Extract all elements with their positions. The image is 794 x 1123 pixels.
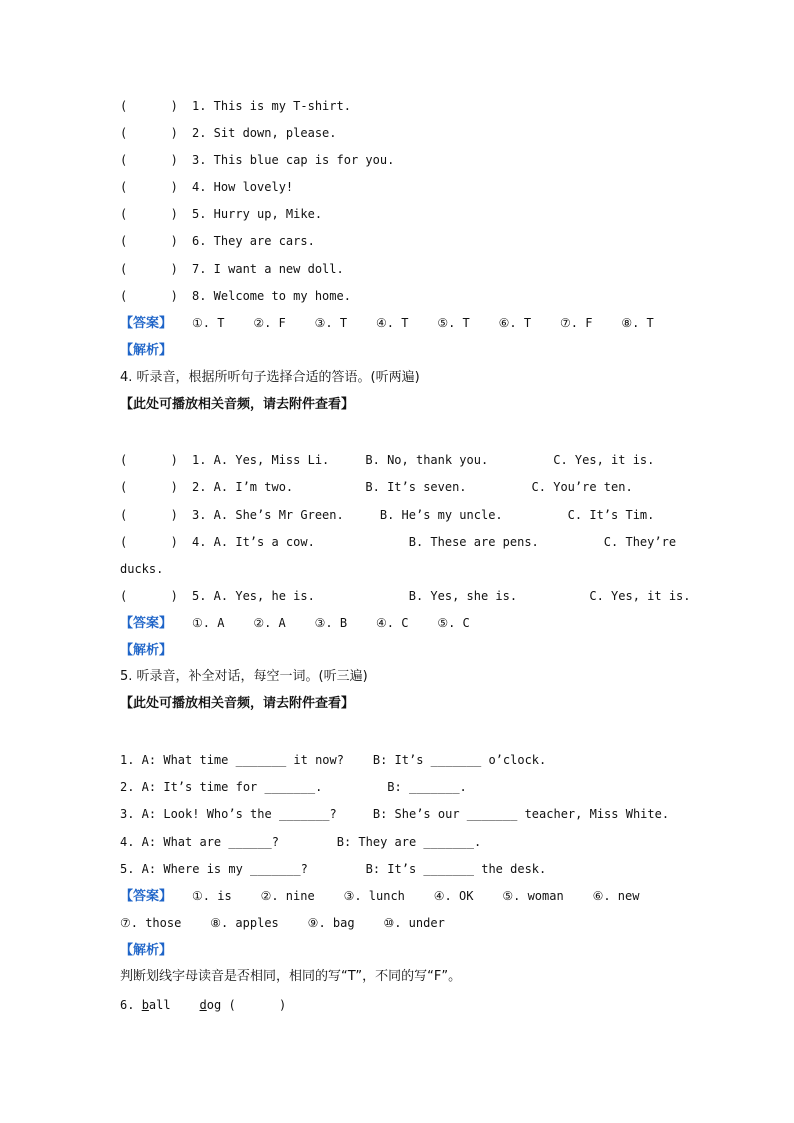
s3-item-2: ( ) 2. Sit down, please. [120, 126, 337, 140]
s3-item-6: ( ) 6. They are cars. [120, 234, 315, 248]
s3-item-3: ( ) 3. This blue cap is for you. [120, 153, 395, 167]
answer-tag: 【答案】 [120, 316, 173, 331]
s4-item-5: ( ) 5. A. Yes, he is. B. Yes, she is. C. Yes, it is. [120, 589, 691, 603]
answer-tag: 【答案】 [120, 889, 173, 904]
s3-item-5: ( ) 5. Hurry up, Mike. [120, 207, 323, 221]
answer-values: ①. T ②. F ③. T ④. T ⑤. T ⑥. T ⑦. F ⑧. T [192, 316, 654, 330]
s3-item-4: ( ) 4. How lovely! [120, 180, 294, 194]
s4-item-4-wrap: ducks. [120, 562, 164, 576]
s5-line-3: 3. A: Look! Who’s the _______? B: She’s our _______ teacher, Miss White. [120, 807, 670, 821]
underlined-letter: b [141, 998, 149, 1012]
s4-item-1: ( ) 1. A. Yes, Miss Li. B. No, thank you. C. Yes, it is. [120, 453, 655, 467]
s5-line-2: 2. A: It’s time for _______. B: _______. [120, 780, 467, 794]
s5-analysis-line [120, 942, 172, 959]
s5-line-4: 4. A: What are ______? B: They are _______. [120, 835, 482, 849]
s4-analysis-line [120, 642, 172, 659]
s6-question: 6. ball dog ( ) [120, 998, 287, 1012]
s3-item-7: ( ) 7. I want a new doll. [120, 262, 344, 276]
s3-analysis-line [120, 342, 172, 359]
answer-tag: 【答案】 [120, 616, 173, 631]
s5-line-1: 1. A: What time _______ it now? B: It’s _______ o’clock. [120, 753, 547, 767]
s4-item-3: ( ) 3. A. She’s Mr Green. B. He’s my uncle. C. It’s Tim. [120, 508, 655, 522]
s4-item-4: ( ) 4. A. It’s a cow. B. These are pens. C. They’re [120, 535, 677, 549]
s5-heading: 5. 听录音，补全对话，每空一词。(听三遍) [120, 669, 368, 684]
s5-line-5: 5. A: Where is my _______? B: It’s _______ the desk. [120, 862, 547, 876]
s5-audio-note: 【此处可播放相关音频，请去附件查看】 [120, 696, 355, 711]
analysis-tag: 【解析】 [120, 343, 173, 358]
s4-heading: 4. 听录音，根据所听句子选择合适的答语。(听两遍) [120, 370, 420, 385]
s4-item-2: ( ) 2. A. I’m two. B. It’s seven. C. You’re ten. [120, 480, 633, 494]
s6-instruction: 判断划线字母读音是否相同，相同的写“T”，不同的写“F”。 [120, 969, 462, 984]
s5-answer-line-2: ⑦. those ⑧. apples ⑨. bag ⑩. under [120, 916, 445, 930]
s5-answer-line [120, 888, 639, 905]
underlined-letter: d [199, 998, 207, 1012]
analysis-tag: 【解析】 [120, 643, 173, 658]
s4-answer-line [120, 615, 470, 632]
s3-answer-line [120, 315, 654, 332]
answer-values: ①. is ②. nine ③. lunch ④. OK ⑤. woman ⑥. new [192, 889, 640, 903]
s3-item-1: ( ) 1. This is my T-shirt. [120, 99, 351, 113]
s3-item-8: ( ) 8. Welcome to my home. [120, 289, 351, 303]
answer-values: ①. A ②. A ③. B ④. C ⑤. C [192, 616, 470, 630]
analysis-tag: 【解析】 [120, 943, 173, 958]
s4-audio-note: 【此处可播放相关音频，请去附件查看】 [120, 397, 355, 412]
